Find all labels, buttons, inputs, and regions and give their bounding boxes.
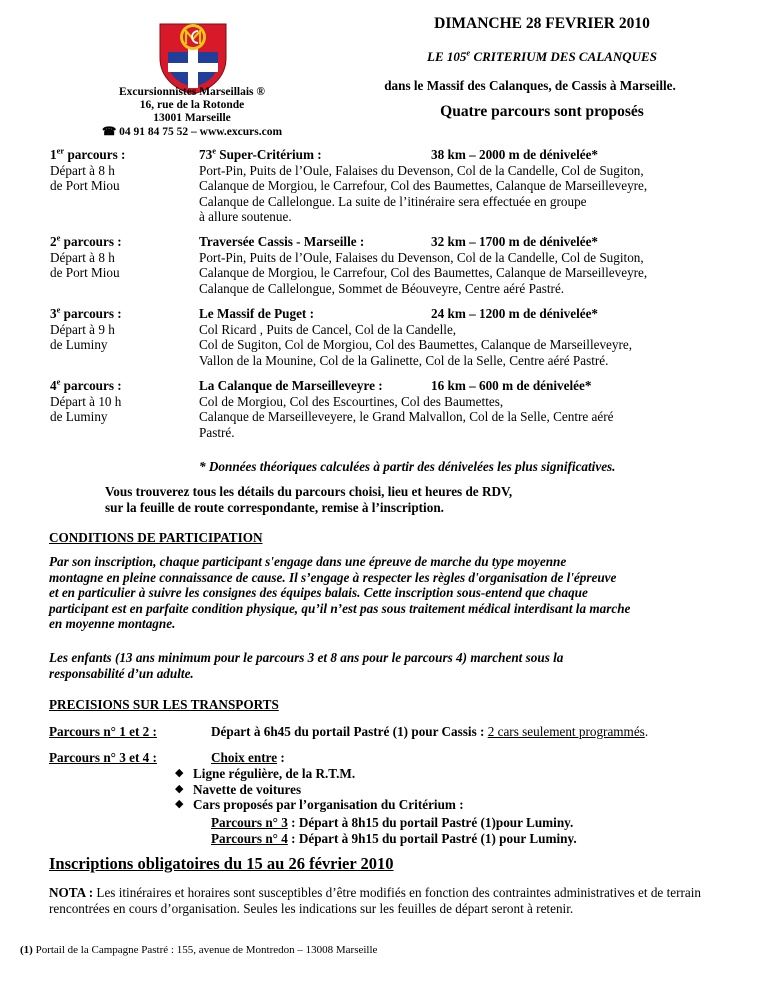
registration-heading: Inscriptions obligatoires du 15 au 26 février 2010 [49,854,394,873]
course-4-info [50,378,190,425]
route-line: Port-Pin, Puits de l’Oule, Falaises du Devenson, Col de la Candelle, Col de Sugiton, [199,162,644,178]
diamond-bullet-icon: ◆ [175,767,184,779]
course-2-distance: 32 km – 1700 m de dénivelée* [431,234,599,249]
rdv-line: sur la feuille de route correspondante, remise à l’inscription. [105,499,444,515]
diamond-bullet-icon: ◆ [175,798,184,811]
org-city: 13001 Marseille [153,112,231,125]
course-4-details [199,378,759,440]
course-4-label: 4e parcours : [50,376,122,393]
event-title-prefix: LE 105 [427,49,467,64]
event-title-suffix: CRITERIUM DES CALANQUES [470,49,657,64]
org-contact [100,126,284,139]
event-date: DIMANCHE 28 FEVRIER 2010 [434,15,650,32]
diamond-bullet-icon: ◆ [175,782,184,795]
route-line: Col de Sugiton, Col de Morgiou, Col des Baumettes, Calanque de Marseilleveyre, [199,337,633,353]
course-3-distance: 24 km – 1200 m de dénivelée* [431,306,599,321]
page-footnote: (1) Portail de la Campagne Pastré : 155, avenue de Montredon – 13008 Marseille [20,944,378,956]
course-2-depart: Départ à 8 h [50,249,115,265]
event-tagline: Quatre parcours sont proposés [440,103,644,120]
club-logo [154,18,232,96]
bus-p4: Parcours n° 4 : Départ à 9h15 du portail Pastré (1) pour Luminy. [211,831,577,846]
course-2-info [50,234,190,281]
course-4-title: La Calanque de Marseilleveyre : 16 km – 600 m de dénivelée* [199,378,592,393]
course-4-distance: 16 km – 600 m de dénivelée* [431,378,592,393]
elevation-footnote: * Données théoriques calculées à partir des dénivelées les plus significatives. [199,459,616,474]
transport-options [175,766,464,813]
list-item: ◆ Cars proposés par l’organisation du Critérium : [175,797,464,813]
course-3-from: de Luminy [50,337,108,353]
course-3-label: 3e parcours : [50,304,122,321]
event-location: dans le Massif des Calanques, de Cassis à Marseille. [384,78,676,93]
transports-heading: PRECISIONS SUR LES TRANSPORTS [49,697,279,712]
course-3-info [50,306,190,353]
route-line: Vallon de la Mounine, Col de la Galinette, Col de la Selle, Centre aéré Pastré. [199,352,609,368]
course-4-from: de Luminy [50,409,108,425]
telephone-icon: ☎ [101,125,117,138]
conditions-paragraph: Par son inscription, chaque participant s'engage dans une épreuve de marche du type moyenne montagne en pleine connaissance de cause. Il s’engage à respecter les règles d'organisation de l'épreuve et en particulier à suivre les consignes des équipes balais. Cette inscription sous-entend que chaque participant est en parfaite condition physique, qu’il n’est pas sous traitement médical interdisant la marche en moyenne montagne. [49,554,631,632]
list-item: ◆ Navette de voitures [175,781,302,797]
org-phone-web: 04 91 84 75 52 – www.excurs.com [119,125,283,138]
course-3-depart: Départ à 9 h [50,321,115,337]
course-1-details [199,147,759,225]
route-line: Calanque de Callelongue. La suite de l’itinéraire sera effectuée en groupe [199,193,587,209]
route-line: Col de Morgiou, Col des Escourtines, Col des Baumettes, [199,393,504,409]
course-3-title: Le Massif de Puget : 24 km – 1200 m de dénivelée* [199,306,599,321]
route-line: Calanque de Morgiou, le Carrefour, Col des Baumettes, Calanque de Marseilleveyre, [199,265,648,281]
transport-p12-label: Parcours n° 1 et 2 : [49,724,157,739]
route-line: Port-Pin, Puits de l’Oule, Falaises du Devenson, Col de la Candelle, Col de Sugiton, [199,249,644,265]
course-2-title: Traversée Cassis - Marseille : 32 km – 1700 m de dénivelée* [199,234,599,249]
route-line: Calanque de Morgiou, le Carrefour, Col des Baumettes, Calanque de Marseilleveyre, [199,178,648,194]
transport-p12-text: Départ à 6h45 du portail Pastré (1) pour Cassis : 2 cars seulement programmés. [211,724,649,739]
course-1-distance: 38 km – 2000 m de dénivelée* [431,147,599,162]
cars-programmed: 2 cars seulement programmés [487,724,645,739]
course-2-label: 2e parcours : [50,232,122,249]
course-2-from: de Port Miou [50,265,120,281]
event-title-sup: e [466,47,471,58]
conditions-heading: CONDITIONS DE PARTICIPATION [49,530,263,545]
nota-paragraph: NOTA : Les itinéraires et horaires sont susceptibles d’être modifiés en fonction des contraintes administratives et de terrain rencontrées en cours d’organisation. Seules les indications sur les feuilles de départ seront à retenir. [49,885,701,916]
org-name: Excursionnistes Marseillais ® [119,86,265,98]
route-line: à allure soutenue. [199,209,292,225]
course-1-depart: Départ à 8 h [50,162,115,178]
transport-p34-label: Parcours n° 3 et 4 : [49,750,157,765]
route-line: Calanque de Callelongue, Sommet de Béouveyre, Centre aéré Pastré. [199,280,565,296]
children-paragraph: Les enfants (13 ans minimum pour le parcours 3 et 8 ans pour le parcours 4) marchent sous la responsabilité d’un adulte. [49,650,564,681]
organization-block [100,86,284,139]
route-line: Calanque de Marseilleveyere, le Grand Malvallon, Col de la Selle, Centre aéré [199,409,614,425]
course-2-details [199,234,759,296]
rdv-line: Vous trouverez tous les détails du parcours choisi, lieu et heures de RDV, [105,484,513,499]
bus-p3: Parcours n° 3 : Départ à 8h15 du portail Pastré (1)pour Luminy. [211,815,574,830]
route-line: Col Ricard , Puits de Cancel, Col de la Candelle, [199,321,457,337]
course-1-info [50,147,190,194]
course-1-label: 1er parcours : [50,145,126,162]
event-title [322,49,762,65]
rdv-notice [105,484,705,515]
course-4-depart: Départ à 10 h [50,393,122,409]
transport-choice: Choix entre : [211,750,285,765]
course-1-title: 73e Super-Critérium : 38 km – 2000 m de dénivelée* [199,145,599,162]
list-item: ◆ Ligne régulière, de la R.T.M. [175,766,356,781]
org-street: 16, rue de la Rotonde [139,99,245,112]
route-line: Pastré. [199,424,235,440]
course-3-details [199,306,759,368]
course-1-from: de Port Miou [50,178,120,194]
